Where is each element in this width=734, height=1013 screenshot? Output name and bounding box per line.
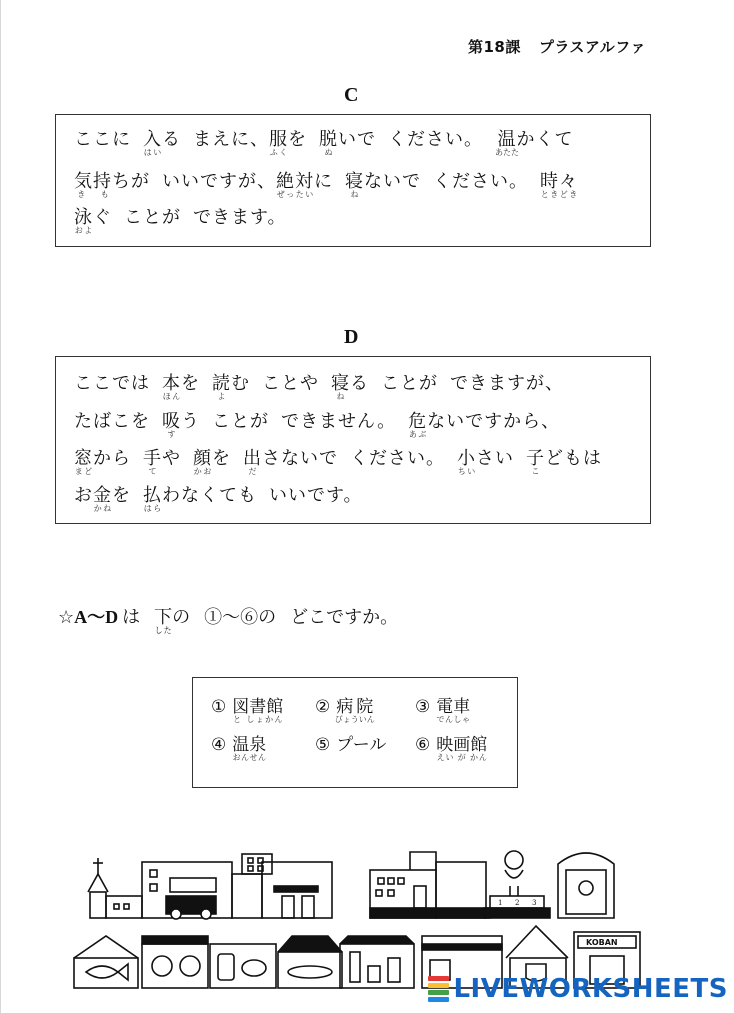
passage-d-line — [74, 448, 602, 475]
hospital-icon — [142, 862, 232, 919]
options-box — [192, 677, 518, 788]
passage-text: ください。 — [350, 448, 445, 469]
pool-podium-icon — [484, 851, 550, 918]
kanji-with-reading: 払はら — [143, 485, 162, 513]
passage-text: ここに — [74, 129, 131, 150]
passage-text: から — [93, 448, 131, 469]
butcher-shop-icon — [142, 936, 208, 988]
podium-sign: 2 — [515, 899, 520, 907]
cinema-icon — [558, 853, 614, 918]
passage-text: かくて — [516, 129, 574, 150]
option-2: ② 病院びょういん — [315, 697, 375, 724]
page-edge — [0, 0, 1, 1013]
section-c-label: C — [344, 84, 359, 106]
passage-text: を — [288, 129, 307, 150]
passage-text: どもは — [545, 448, 602, 469]
church-icon — [88, 858, 142, 918]
kanji-with-reading: 手て — [143, 448, 162, 476]
passage-text: や — [162, 448, 181, 469]
passage-text: ないですから、 — [427, 411, 561, 432]
passage-d-line — [74, 373, 564, 400]
kanji-with-reading: 服ふく — [269, 129, 288, 157]
passage-text: できません。 — [281, 411, 397, 432]
passage-text: お — [74, 485, 93, 506]
podium-sign: 1 — [498, 899, 503, 907]
town-illustration — [70, 840, 650, 990]
passage-text: む — [231, 373, 250, 394]
passage-c-line — [74, 171, 578, 199]
kanji-with-reading: 脱ぬ — [319, 129, 338, 157]
bakery-icon — [210, 944, 276, 988]
passage-text: に — [314, 171, 333, 192]
option-4: ④ 温泉おんせん — [211, 735, 267, 762]
passage-text: ことが — [381, 373, 438, 394]
podium-sign: 3 — [532, 899, 537, 907]
kanji-with-reading: 泳およ — [74, 207, 93, 235]
library-building-icon — [370, 852, 490, 918]
option-6: ⑥ 映画館えい が かん — [415, 735, 488, 762]
liquor-shop-icon — [340, 936, 414, 988]
section-d-box — [55, 356, 651, 524]
passage-d-line — [74, 411, 560, 438]
passage-text: を — [212, 448, 231, 469]
passage-text: ことや — [262, 373, 319, 394]
kanji-with-reading: 出だ — [243, 448, 262, 476]
option-5: ⑤ プール — [315, 735, 387, 755]
kanji-with-reading: 絶対ぜったい — [276, 171, 314, 199]
question-range: A～D — [74, 607, 119, 627]
kanji-with-reading: 気持き も — [74, 171, 112, 199]
grocery-shop-icon — [278, 936, 342, 988]
passage-text: ここでは — [74, 373, 150, 394]
kanji-with-reading: 小ちい — [457, 448, 476, 476]
passage-text: を — [181, 373, 200, 394]
passage-text: さい — [476, 448, 514, 469]
passage-text: たばこを — [74, 411, 150, 432]
passage-text: いいです。 — [269, 485, 363, 506]
star-icon: ☆ — [58, 607, 75, 628]
section-c-box — [55, 114, 651, 247]
kanji-with-reading: 読よ — [212, 373, 231, 401]
passage-text: ことが — [124, 207, 181, 228]
logo-bar — [428, 976, 449, 981]
brand-logo — [428, 972, 728, 1006]
kanji-with-reading: 入はい — [143, 129, 162, 157]
kanji-with-reading: 窓まど — [74, 448, 93, 476]
logo-mark-icon — [428, 976, 449, 1002]
passage-text: ください。 — [388, 129, 483, 150]
kanji-with-reading: 金かね — [93, 485, 112, 513]
passage-d-line — [74, 485, 363, 512]
kanji-with-reading: 寝ね — [331, 373, 350, 401]
question-text: ☆A～D は 下したの ①～⑥の どこですか。 — [58, 607, 399, 635]
option-1: ① 図書館と しょかん — [211, 697, 284, 724]
passage-text: さないで — [262, 448, 338, 469]
passage-c-line — [74, 207, 287, 234]
page-header — [468, 36, 646, 57]
kanji-with-reading: 子こ — [526, 448, 545, 476]
section-d-label: D — [344, 326, 359, 348]
passage-text: いいですが、 — [162, 171, 276, 192]
passage-text: ください。 — [433, 171, 528, 192]
fish-shop-icon — [74, 936, 138, 988]
passage-text: まえに、 — [193, 129, 269, 150]
kanji-with-reading: 吸す — [162, 411, 181, 439]
kanji-with-reading: 顔かお — [193, 448, 212, 476]
passage-text: う — [181, 411, 200, 432]
passage-text: を — [112, 485, 131, 506]
passage-text: ないで — [364, 171, 421, 192]
passage-text: ことが — [212, 411, 269, 432]
logo-bar — [428, 983, 449, 988]
kanji-with-reading: 時々ときどき — [540, 171, 578, 199]
passage-text: できます。 — [193, 207, 287, 228]
brand-name: LIVEWORKSHEETS — [453, 974, 728, 1004]
passage-text: いで — [338, 129, 376, 150]
logo-bar — [428, 990, 449, 995]
passage-text: る — [162, 129, 181, 150]
lesson-title: プラスアルファ — [538, 38, 646, 56]
kanji-with-reading: 本ほん — [162, 373, 181, 401]
kanji-with-reading: 危あぶ — [408, 411, 428, 439]
passage-text: ぐ — [93, 207, 112, 228]
passage-text: わなくても — [162, 485, 257, 506]
passage-c-line — [74, 129, 574, 156]
lesson-number: 第18課 — [467, 38, 521, 56]
option-3: ③ 電車でんしゃ — [415, 697, 471, 724]
kanji-with-reading: 寝ね — [345, 171, 364, 199]
passage-text: ちが — [112, 171, 150, 192]
koban-sign: KOBAN — [586, 938, 618, 947]
kanji-with-reading: 温あたた — [495, 129, 519, 157]
passage-text: できますが、 — [450, 373, 564, 394]
passage-text: る — [350, 373, 369, 394]
logo-bar — [428, 997, 449, 1002]
office-building-icon — [232, 854, 332, 918]
